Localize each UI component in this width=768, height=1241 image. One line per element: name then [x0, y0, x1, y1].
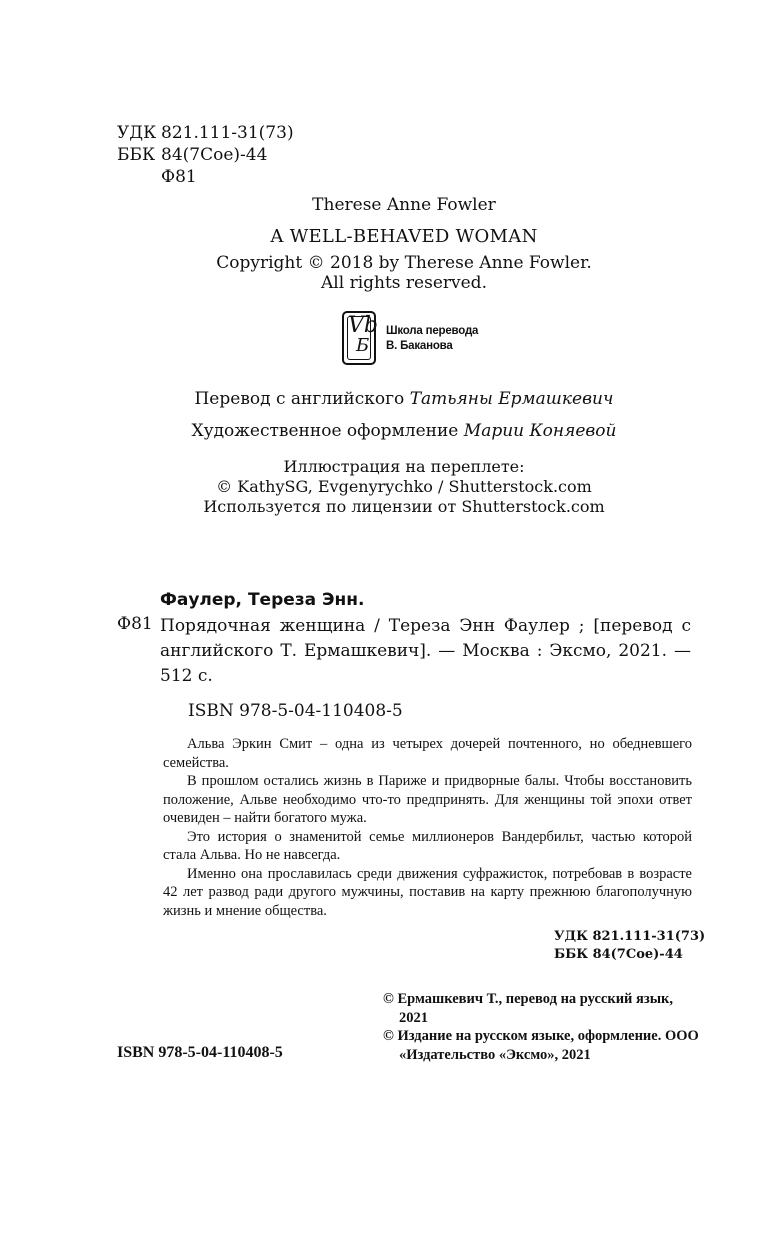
original-author: Therese Anne Fowler: [312, 195, 496, 215]
translation-school-logo: [342, 311, 482, 367]
translator-name: Татьяны Ермашкевич: [409, 389, 614, 409]
illustration-line1: Иллюстрация на переплете:: [283, 457, 525, 476]
annotation-paragraph: Альва Эркин Смит – одна из четырех дочерей почтенного, но обедневшего семейства.: [163, 736, 692, 771]
designer-name: Марии Коняевой: [463, 421, 617, 441]
original-title: A WELL-BEHAVED WOMAN: [270, 226, 538, 247]
codes-right-udk: УДК 821.111-31(73): [554, 929, 706, 944]
codes-right-bbk: ББК 84(7Сое)-44: [554, 947, 683, 962]
credits: [0, 383, 768, 447]
logo-text: [386, 324, 478, 354]
annotation-paragraph: Это история о знаменитой семье миллионеров Вандербильт, частью которой стала Альва. Но не навсегда.: [163, 828, 692, 863]
illustration-line2: © KathySG, Evgenyrychko / Shutterstock.com: [216, 477, 592, 496]
isbn-bottom: ISBN 978-5-04-110408-5: [117, 1044, 283, 1061]
udk-value: 821.111-31(73): [161, 123, 294, 143]
copyright-edition: © Издание на русском языке, оформление. ООО «Издательство «Эксмо», 2021: [383, 1028, 699, 1063]
catalog-code: Ф81: [117, 614, 153, 634]
original-copyright: [0, 253, 768, 293]
logo-monogram-bottom: Б: [356, 335, 370, 356]
bbk-label: ББК: [117, 145, 156, 165]
annotation-paragraph: Именно она прославилась среди движения суфражисток, потребовав в возрасте 42 лет развод ради другого мужчины, поставив на карту прежнюю благополучную жизнь и мнение общества.: [163, 865, 692, 919]
author-mark: Ф81: [161, 167, 197, 187]
original-copyright-line1: Copyright © 2018 by Therese Anne Fowler.: [216, 253, 592, 273]
catalog-entry: Порядочная женщина / Тереза Энн Фаулер ; [перевод с английского Т. Ермашкевич]. — Москва : Эксмо, 2021. — 512 с.: [160, 616, 691, 686]
bbk-value: 84(7Сое)-44: [161, 145, 268, 165]
catalog-author: Фаулер, Тереза Энн.: [160, 590, 365, 610]
copyright-block: [383, 990, 703, 1064]
logo-line1: Школа перевода: [386, 325, 479, 337]
design-credit: Художественное оформление Марии Коняевой: [191, 421, 617, 441]
udk-label: УДК: [117, 123, 157, 143]
logo-line2: В. Баканова: [386, 340, 453, 352]
illustration-line3: Используется по лицензии от Shutterstock.com: [203, 497, 605, 516]
classification-codes: [117, 122, 294, 188]
logo-monogram-top: Vb: [348, 313, 378, 338]
annotation-paragraph: В прошлом остались жизнь в Париже и придворные балы. Чтобы восстановить положение, Альве необходимо что-то предпринять. Для женщины той эпохи ответ очевиден – найти богатого мужа.: [163, 773, 692, 826]
original-copyright-line2: All rights reserved.: [321, 273, 487, 293]
translation-credit: Перевод с английского Татьяны Ермашкевич: [194, 389, 614, 409]
catalog-isbn: ISBN 978-5-04-110408-5: [188, 701, 403, 721]
logo-emblem: [342, 311, 376, 365]
codes-right: [554, 928, 705, 964]
copyright-translation: © Ермашкевич Т., перевод на русский язык, 2021: [383, 991, 674, 1026]
annotation: [163, 735, 692, 920]
illustration-credit: [0, 457, 768, 517]
